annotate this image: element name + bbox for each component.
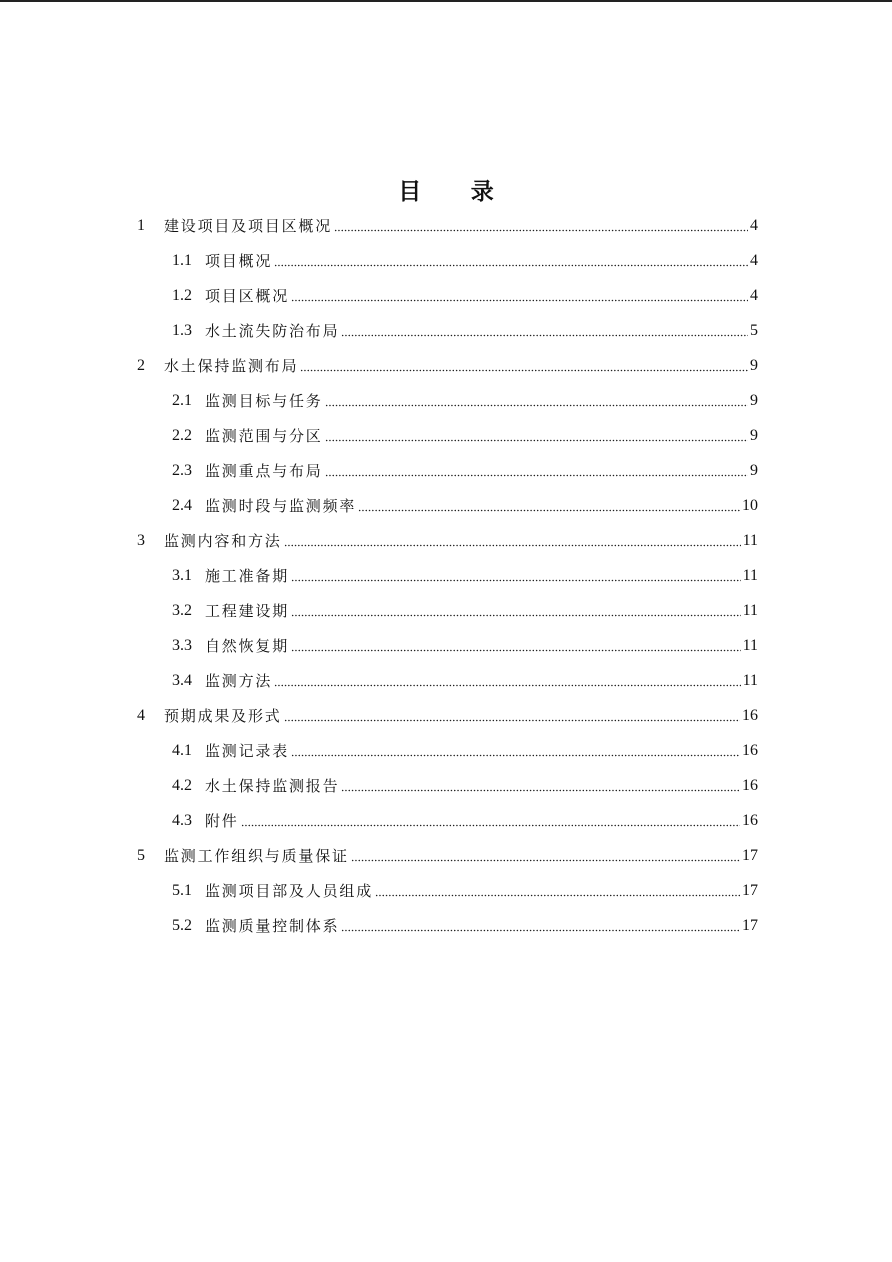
toc-section-entry[interactable] [137, 243, 758, 278]
toc-dot-leader [325, 465, 748, 477]
toc-entry-number: 2.4 [172, 496, 192, 514]
toc-entry-number: 1.1 [172, 251, 192, 269]
toc-entry-title: 自然恢复期 [205, 637, 290, 655]
toc-entry-title: 项目区概况 [205, 287, 290, 305]
toc-page-number: 9 [750, 426, 758, 444]
toc-page-number: 16 [742, 741, 758, 759]
toc-section-entry[interactable] [137, 803, 758, 838]
table-of-contents [137, 208, 758, 943]
toc-entry-number: 1 [137, 216, 145, 234]
toc-entry-title: 附件 [205, 812, 239, 830]
toc-entry-number: 5.1 [172, 881, 192, 899]
toc-dot-leader [341, 920, 740, 932]
toc-entry-number: 5.2 [172, 916, 192, 934]
toc-entry-title: 水土保持监测报告 [205, 777, 340, 795]
toc-chapter-entry[interactable] [137, 523, 758, 558]
toc-page-number: 9 [750, 391, 758, 409]
toc-entry-number: 4 [137, 706, 145, 724]
toc-section-entry[interactable] [137, 628, 758, 663]
toc-entry-title: 监测方法 [205, 672, 273, 690]
toc-entry-number: 3.4 [172, 671, 192, 689]
toc-page-number: 10 [742, 496, 758, 514]
toc-dot-leader [325, 430, 748, 442]
toc-entry-number: 2 [137, 356, 145, 374]
toc-page-number: 11 [742, 531, 758, 549]
toc-section-entry[interactable] [137, 313, 758, 348]
toc-entry-title: 监测时段与监测频率 [205, 497, 357, 515]
toc-entry-title: 项目概况 [205, 252, 273, 270]
toc-page-number: 4 [750, 216, 758, 234]
toc-entry-title: 水土保持监测布局 [164, 357, 299, 375]
toc-dot-leader [334, 220, 748, 232]
toc-section-entry[interactable] [137, 488, 758, 523]
toc-entry-number: 4.3 [172, 811, 192, 829]
toc-dot-leader [325, 395, 748, 407]
toc-page-number: 11 [742, 636, 758, 654]
toc-page-number: 16 [742, 811, 758, 829]
toc-section-entry[interactable] [137, 768, 758, 803]
toc-section-entry[interactable] [137, 453, 758, 488]
toc-page-number: 17 [742, 881, 758, 899]
toc-dot-leader [341, 325, 748, 337]
toc-page-number: 16 [742, 706, 758, 724]
toc-entry-title: 监测质量控制体系 [205, 917, 340, 935]
toc-dot-leader [291, 290, 748, 302]
toc-section-entry[interactable] [137, 418, 758, 453]
toc-dot-leader [291, 745, 740, 757]
toc-section-entry[interactable] [137, 383, 758, 418]
toc-entry-number: 3.2 [172, 601, 192, 619]
toc-title: 目 录 [398, 179, 515, 205]
toc-entry-number: 1.2 [172, 286, 192, 304]
toc-dot-leader [300, 360, 748, 372]
toc-page-number: 11 [742, 671, 758, 689]
toc-chapter-entry[interactable] [137, 348, 758, 383]
toc-section-entry[interactable] [137, 873, 758, 908]
toc-page-number: 16 [742, 776, 758, 794]
toc-page-number: 4 [750, 251, 758, 269]
toc-entry-number: 4.1 [172, 741, 192, 759]
toc-page-number: 17 [742, 846, 758, 864]
toc-entry-number: 4.2 [172, 776, 192, 794]
toc-chapter-entry[interactable] [137, 838, 758, 873]
toc-entry-title: 监测工作组织与质量保证 [164, 847, 349, 865]
toc-page-number: 4 [750, 286, 758, 304]
toc-entry-number: 1.3 [172, 321, 192, 339]
toc-dot-leader [241, 815, 740, 827]
toc-dot-leader [291, 605, 741, 617]
toc-dot-leader [274, 675, 740, 687]
toc-entry-number: 3.3 [172, 636, 192, 654]
toc-entry-title: 监测内容和方法 [164, 532, 282, 550]
toc-dot-leader [274, 255, 748, 267]
toc-section-entry[interactable] [137, 733, 758, 768]
toc-dot-leader [284, 535, 741, 547]
toc-entry-number: 3 [137, 531, 145, 549]
toc-section-entry[interactable] [137, 908, 758, 943]
toc-entry-title: 监测重点与布局 [205, 462, 323, 480]
toc-entry-number: 3.1 [172, 566, 192, 584]
toc-entry-title: 监测项目部及人员组成 [205, 882, 374, 900]
toc-page-number: 9 [750, 461, 758, 479]
toc-section-entry[interactable] [137, 593, 758, 628]
toc-entry-number: 5 [137, 846, 145, 864]
toc-section-entry[interactable] [137, 558, 758, 593]
toc-entry-title: 监测记录表 [205, 742, 290, 760]
toc-entry-title: 监测目标与任务 [205, 392, 323, 410]
toc-dot-leader [351, 850, 740, 862]
toc-section-entry[interactable] [137, 278, 758, 313]
top-border-line [0, 0, 892, 2]
toc-entry-number: 2.2 [172, 426, 192, 444]
toc-entry-number: 2.1 [172, 391, 192, 409]
toc-dot-leader [358, 500, 740, 512]
toc-page-number: 9 [750, 356, 758, 374]
toc-entry-title: 水土流失防治布局 [205, 322, 340, 340]
toc-dot-leader [284, 710, 740, 722]
toc-entry-title: 施工准备期 [205, 567, 290, 585]
toc-dot-leader [291, 640, 741, 652]
toc-entry-title: 工程建设期 [205, 602, 290, 620]
toc-entry-number: 2.3 [172, 461, 192, 479]
toc-entry-title: 建设项目及项目区概况 [164, 217, 333, 235]
toc-page-number: 11 [742, 566, 758, 584]
toc-entry-title: 预期成果及形式 [164, 707, 282, 725]
toc-chapter-entry[interactable] [137, 208, 758, 243]
toc-section-entry[interactable] [137, 663, 758, 698]
toc-dot-leader [341, 780, 740, 792]
toc-dot-leader [375, 885, 740, 897]
toc-chapter-entry[interactable] [137, 698, 758, 733]
toc-page-number: 11 [742, 601, 758, 619]
toc-entry-title: 监测范围与分区 [205, 427, 323, 445]
toc-dot-leader [291, 570, 741, 582]
toc-page-number: 17 [742, 916, 758, 934]
toc-page-number: 5 [750, 321, 758, 339]
